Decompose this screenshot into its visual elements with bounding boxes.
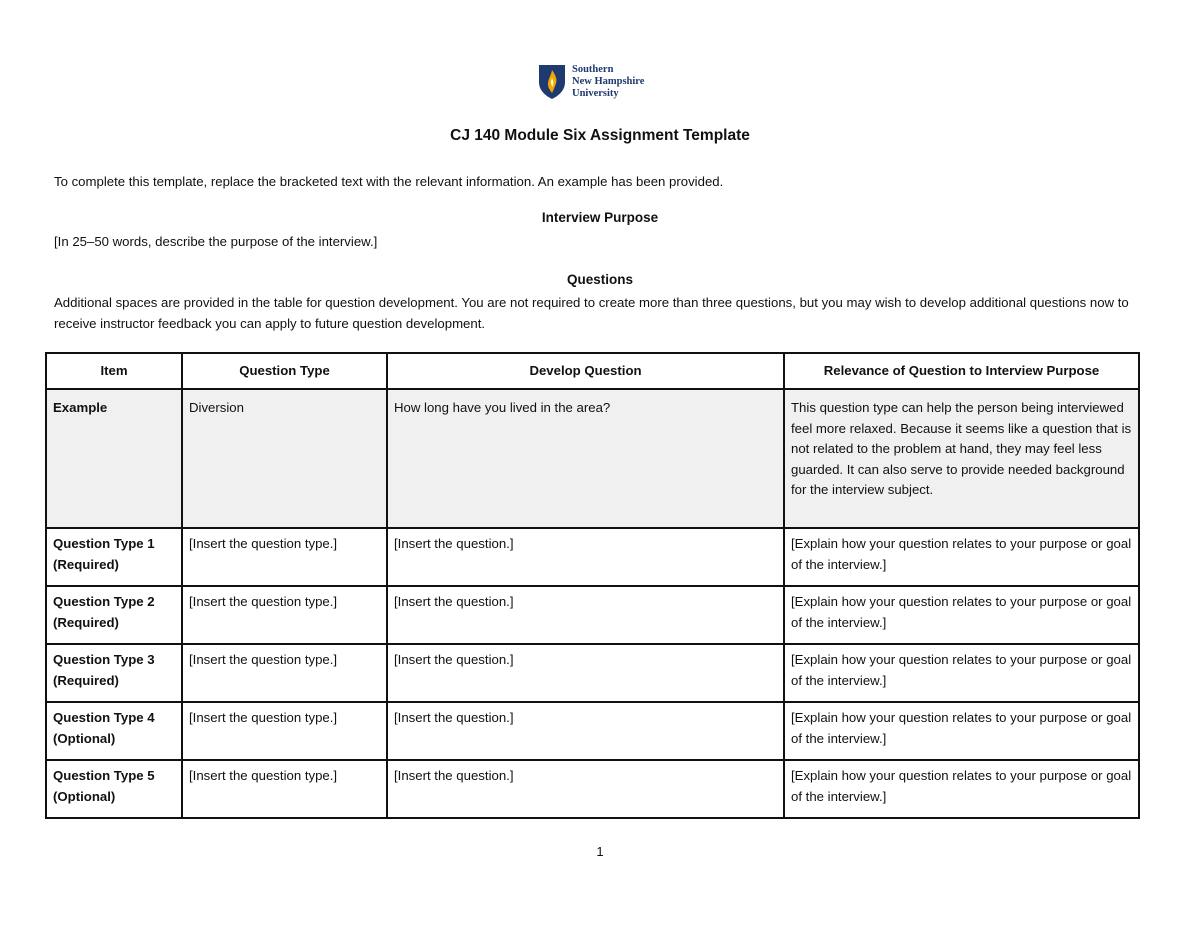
- example-type: Diversion: [182, 389, 387, 528]
- instructions-text: To complete this template, replace the bracketed text with the relevant information. An example has been provided.: [54, 174, 724, 189]
- row-relevance: [Explain how your question relates to your purpose or goal of the interview.]: [784, 760, 1139, 818]
- page-number: 1: [596, 844, 604, 859]
- row-relevance: [Explain how your question relates to your purpose or goal of the interview.]: [784, 586, 1139, 644]
- row-item-title: Question Type 4: [53, 710, 155, 725]
- row-item-title: Question Type 5: [53, 768, 155, 783]
- row-item: [46, 586, 182, 644]
- document-title: CJ 140 Module Six Assignment Template: [450, 127, 750, 144]
- row-type: [Insert the question type.]: [182, 702, 387, 760]
- row-type: [Insert the question type.]: [182, 760, 387, 818]
- row-item-status: (Optional): [53, 730, 116, 746]
- row-relevance: [Explain how your question relates to your purpose or goal of the interview.]: [784, 528, 1139, 586]
- row-item-status: (Required): [53, 556, 119, 572]
- row-type: [Insert the question type.]: [182, 644, 387, 702]
- questions-table: [45, 352, 1140, 819]
- logo-line-3: University: [572, 88, 619, 99]
- table-row: [46, 702, 1139, 760]
- row-question: [Insert the question.]: [387, 586, 784, 644]
- header-relevance: Relevance of Question to Interview Purpose: [784, 353, 1139, 389]
- table-row: [46, 644, 1139, 702]
- row-item-title: Question Type 2: [53, 594, 155, 609]
- row-type: [Insert the question type.]: [182, 586, 387, 644]
- row-question: [Insert the question.]: [387, 760, 784, 818]
- row-item: [46, 528, 182, 586]
- logo-wordmark: [572, 64, 644, 100]
- row-item-status: (Optional): [53, 788, 116, 804]
- interview-purpose-heading: Interview Purpose: [541, 210, 659, 225]
- example-item: Example: [46, 389, 182, 528]
- questions-heading: Questions: [566, 272, 633, 287]
- row-item-title: Question Type 3: [53, 652, 155, 667]
- example-relevance: This question type can help the person being interviewed feel more relaxed. Because it seems like a question that is not related to the problem at hand, they may feel less guarded. It can also serve to provide needed background for the interview subject.: [784, 389, 1139, 528]
- interview-purpose-text: [In 25–50 words, describe the purpose of the interview.]: [54, 234, 378, 249]
- row-item-title: Question Type 1: [53, 536, 155, 551]
- table-header-row: [46, 353, 1139, 389]
- table-row: [46, 528, 1139, 586]
- table-row-example: [46, 389, 1139, 528]
- header-question-type: Question Type: [182, 353, 387, 389]
- row-item-status: (Required): [53, 672, 119, 688]
- row-item: [46, 702, 182, 760]
- header-develop-question: Develop Question: [387, 353, 784, 389]
- questions-text: Additional spaces are provided in the table for question development. You are not required to create more than three questions, but you may wish to develop additional questions now to receive instructor feedback you can apply to future question development.: [54, 295, 1129, 331]
- row-type: [Insert the question type.]: [182, 528, 387, 586]
- example-question: How long have you lived in the area?: [387, 389, 784, 528]
- row-item: [46, 760, 182, 818]
- row-relevance: [Explain how your question relates to your purpose or goal of the interview.]: [784, 702, 1139, 760]
- header-item: Item: [46, 353, 182, 389]
- university-logo: [538, 64, 644, 100]
- row-item-status: (Required): [53, 614, 119, 630]
- row-item: [46, 644, 182, 702]
- shield-flame-icon: [538, 64, 566, 100]
- logo-line-2: New Hampshire: [572, 76, 645, 87]
- table-row: [46, 586, 1139, 644]
- logo-line-1: Southern: [572, 64, 614, 75]
- table-row: [46, 760, 1139, 818]
- row-question: [Insert the question.]: [387, 528, 784, 586]
- row-question: [Insert the question.]: [387, 644, 784, 702]
- row-relevance: [Explain how your question relates to your purpose or goal of the interview.]: [784, 644, 1139, 702]
- row-question: [Insert the question.]: [387, 702, 784, 760]
